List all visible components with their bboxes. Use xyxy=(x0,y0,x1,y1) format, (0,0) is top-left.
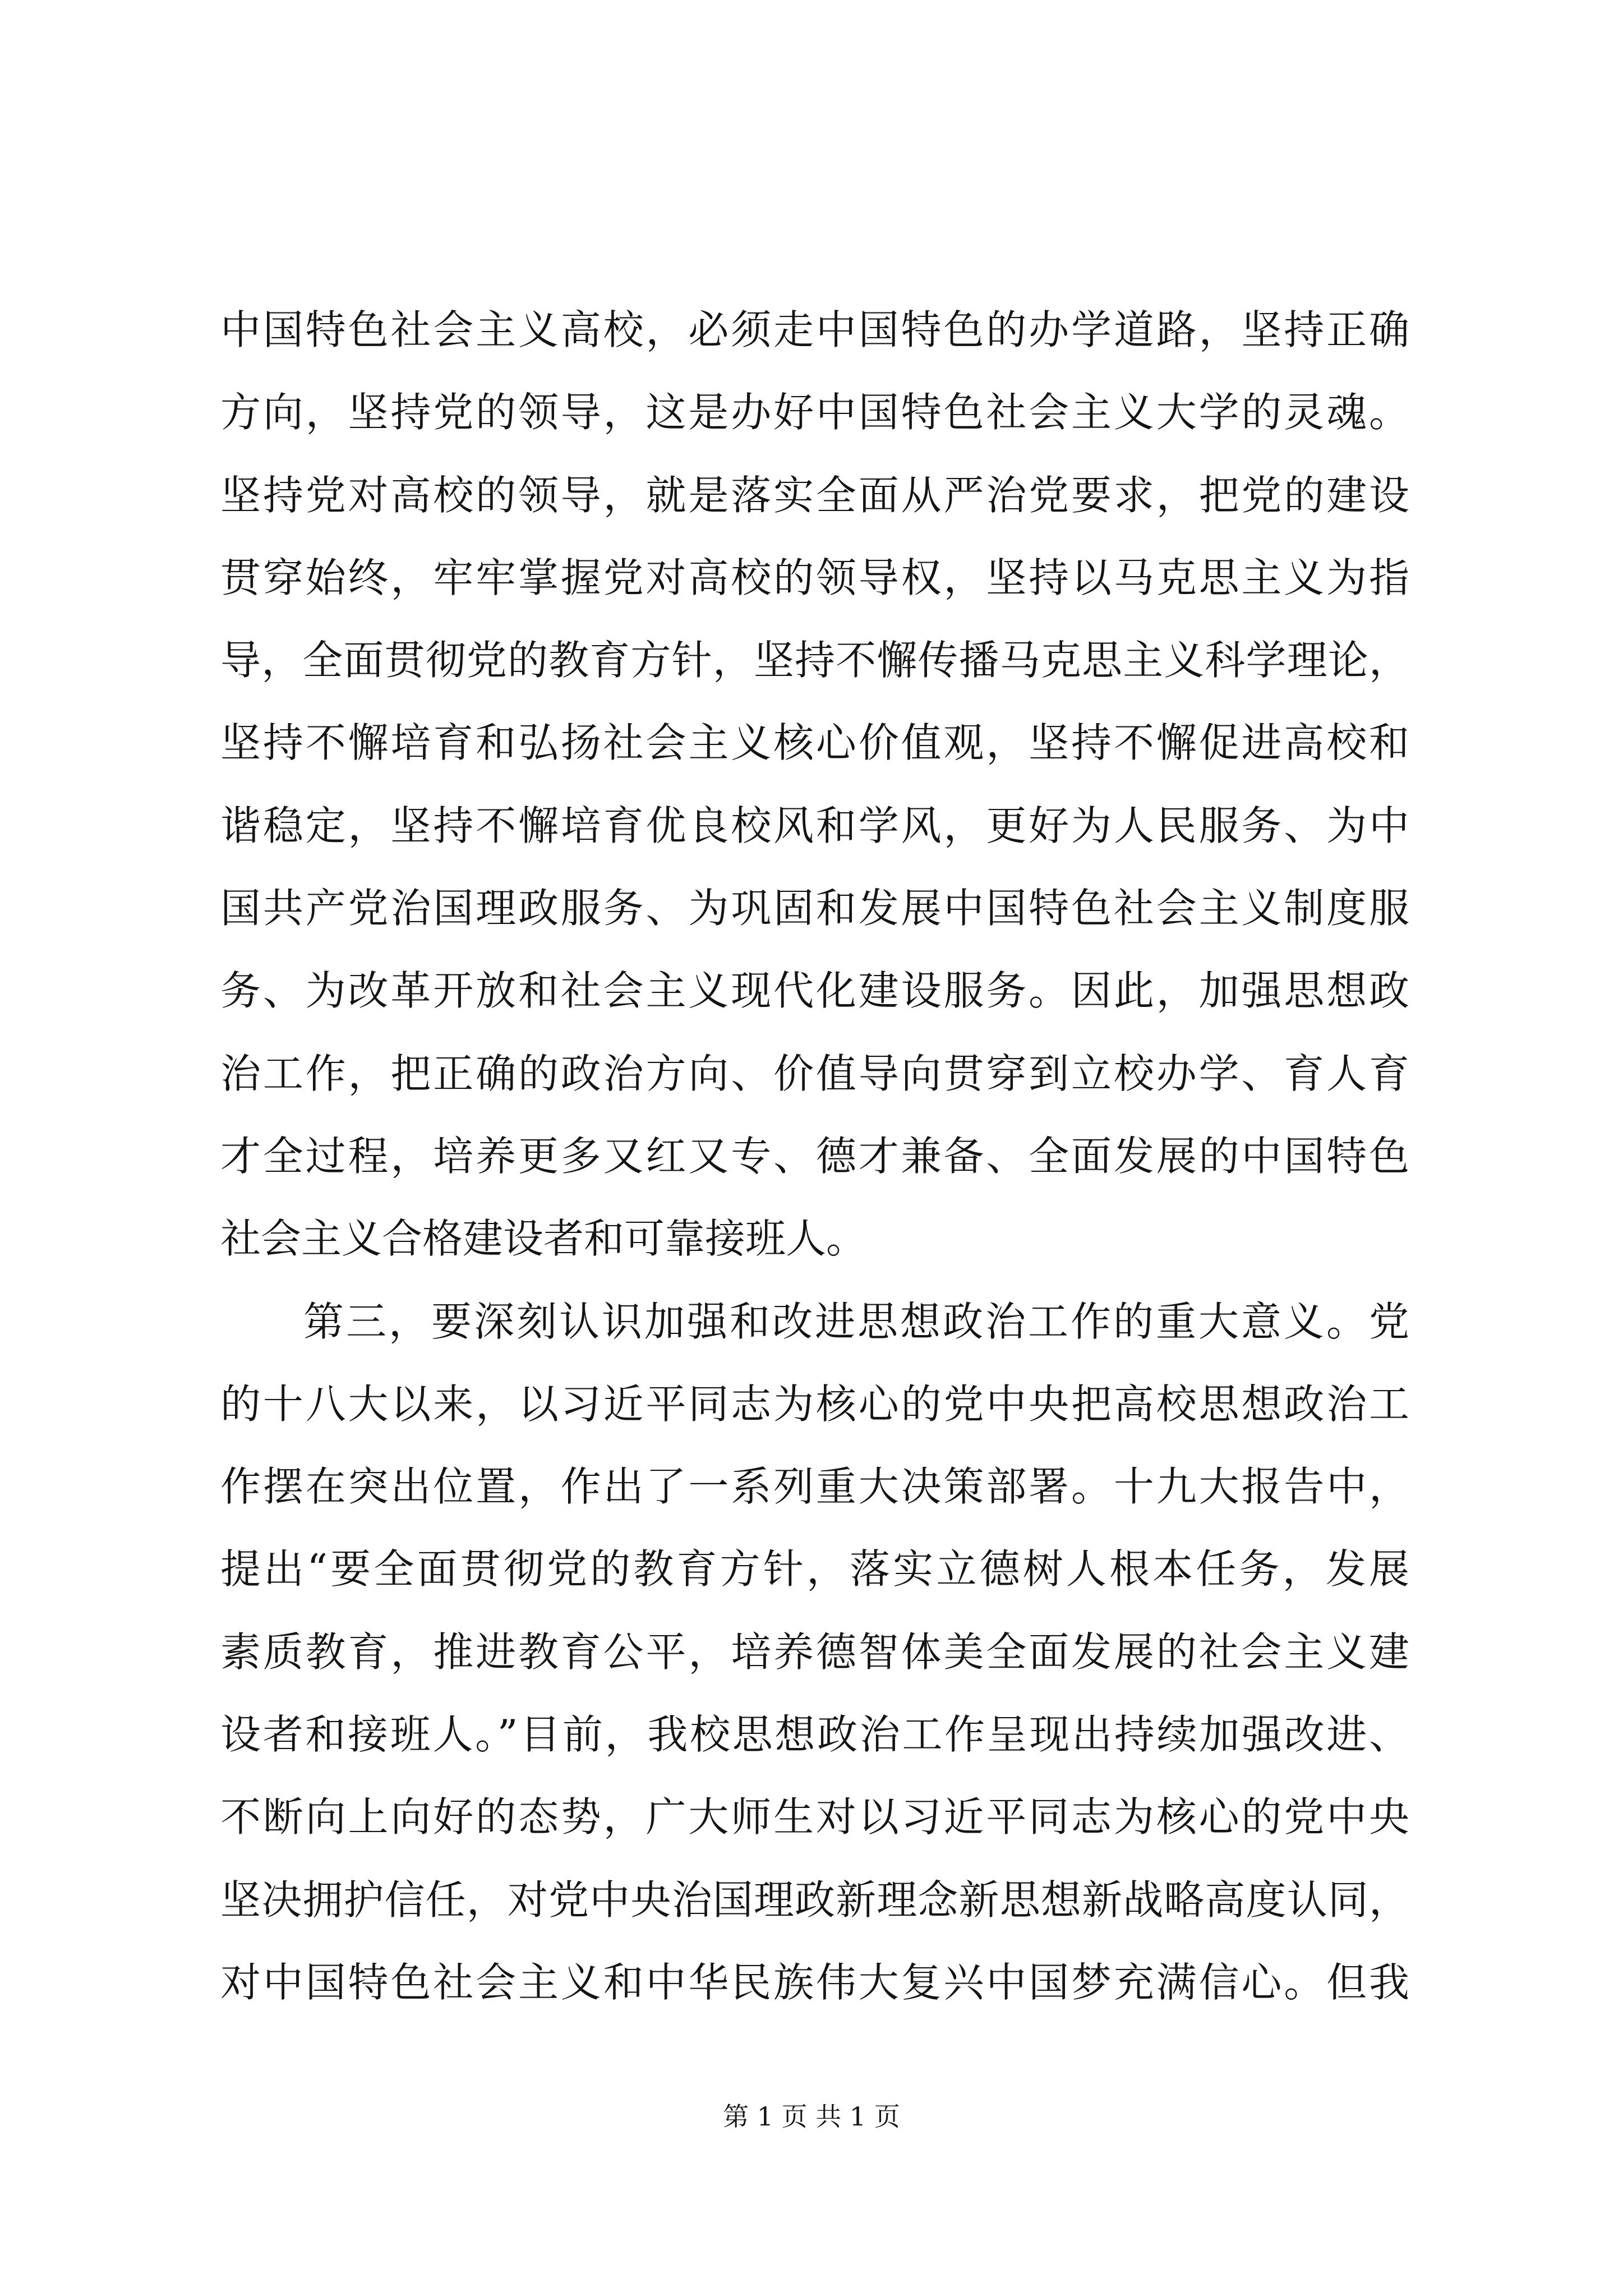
text-line: 坚持不懈培育和弘扬社会主义核心价值观，坚持不懈促进高校和 xyxy=(220,719,1409,767)
text-line: 作摆在突出位置，作出了一系列重大决策部署。十九大报告中， xyxy=(220,1463,1409,1511)
text-line: 社会主义合格建设者和可靠接班人。 xyxy=(220,1215,867,1263)
document-body xyxy=(220,289,1409,2024)
text-line: 才全过程，培养更多又红又专、德才兼备、全面发展的中国特色 xyxy=(220,1132,1409,1180)
text-line: 导，全面贯彻党的教育方针，坚持不懈传播马克思主义科学理论， xyxy=(220,637,1409,684)
text-line: 治工作，把正确的政治方向、价值导向贯穿到立校办学、育人育 xyxy=(220,1050,1409,1097)
text-line: 提出“要全面贯彻党的教育方针，落实立德树人根本任务，发展 xyxy=(220,1545,1409,1593)
text-line: 对中国特色社会主义和中华民族伟大复兴中国梦充满信心。但我 xyxy=(220,1958,1409,2006)
paragraph xyxy=(220,289,1409,1281)
text-line: 设者和接班人。”目前，我校思想政治工作呈现出持续加强改进、 xyxy=(220,1711,1409,1759)
text-line: 中国特色社会主义高校，必须走中国特色的办学道路，坚持正确 xyxy=(220,306,1409,353)
paragraph xyxy=(220,1281,1409,2024)
text-line: 方向，坚持党的领导，这是办好中国特色社会主义大学的灵魂。 xyxy=(220,389,1409,436)
page-number-footer: 第 1 页 共 1 页 xyxy=(723,2101,900,2132)
text-line: 贯穿始终，牢牢掌握党对高校的领导权，坚持以马克思主义为指 xyxy=(220,554,1409,601)
text-line: 不断向上向好的态势，广大师生对以习近平同志为核心的党中央 xyxy=(220,1793,1409,1841)
text-line: 国共产党治国理政服务、为巩固和发展中国特色社会主义制度服 xyxy=(220,885,1409,932)
text-line: 坚决拥护信任，对党中央治国理政新理念新思想新战略高度认同， xyxy=(220,1876,1409,1924)
text-line: 坚持党对高校的领导，就是落实全面从严治党要求，把党的建设 xyxy=(220,471,1409,519)
text-line: 务、为改革开放和社会主义现代化建设服务。因此，加强思想政 xyxy=(220,967,1409,1015)
text-line: 的十八大以来，以习近平同志为核心的党中央把高校思想政治工 xyxy=(220,1380,1409,1428)
text-line: 素质教育，推进教育公平，培养德智体美全面发展的社会主义建 xyxy=(220,1628,1409,1676)
text-line: 第三，要深刻认识加强和改进思想政治工作的重大意义。党 xyxy=(303,1297,1409,1345)
text-line: 谐稳定，坚持不懈培育优良校风和学风，更好为人民服务、为中 xyxy=(220,802,1409,849)
